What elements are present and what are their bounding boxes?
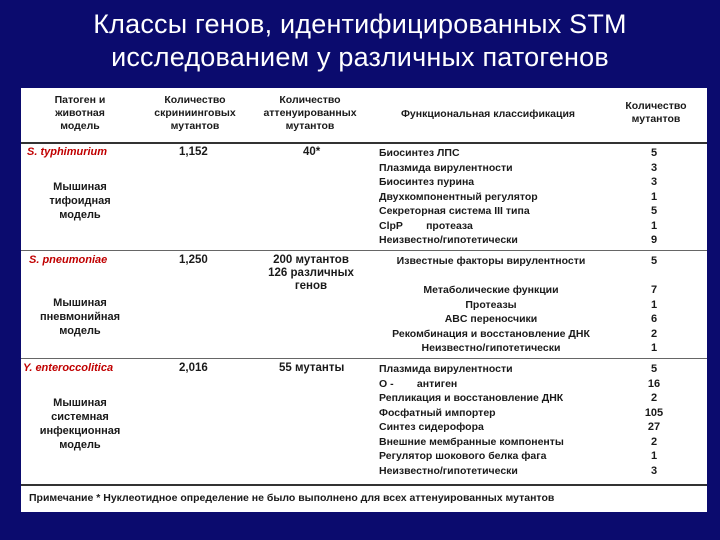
function-item: Метаболические функции xyxy=(423,284,559,296)
footer-divider xyxy=(21,484,707,486)
count-item: 3 xyxy=(650,161,658,174)
function-item: Неизвестно/гипотетически xyxy=(379,464,518,477)
function-item: Секреторная система III типа xyxy=(379,205,530,217)
animal-model: Мышиная системная инфекционная модель xyxy=(39,397,121,451)
animal-model: Мышиная тифоидная модель xyxy=(49,181,111,221)
function-list xyxy=(373,254,609,356)
header-divider xyxy=(21,142,707,144)
count-item: 3 xyxy=(650,464,658,477)
screening-count: 2,016 xyxy=(179,362,208,374)
count-item xyxy=(639,269,669,284)
count-item: 1 xyxy=(650,219,658,232)
screening-count: 1,152 xyxy=(179,146,208,158)
function-item: Биосинтез ЛПС xyxy=(379,147,460,159)
count-item: 3 xyxy=(650,176,658,188)
header-attenuated: Количество аттенуированных мутантов xyxy=(263,94,357,132)
function-item: Синтез сидерофора xyxy=(379,421,484,433)
screening-count: 1,250 xyxy=(179,254,208,266)
header-screening: Количество скриниинговых мутантов xyxy=(154,94,236,132)
count-item: 9 xyxy=(650,234,658,246)
function-item: Плазмида вирулентности xyxy=(379,363,513,375)
table-footnote: Примечание * Нуклеотидное определение не было выполнено для всех аттенуированных мутантов xyxy=(29,492,555,504)
count-item: 16 xyxy=(647,377,661,390)
pathogen-name: S. pneumoniae xyxy=(29,254,108,266)
count-item: 105 xyxy=(644,406,664,419)
header-functional: Функциональная классификация xyxy=(400,108,576,120)
function-item: Репликация и восстановление ДНК xyxy=(379,392,564,404)
count-item: 1 xyxy=(650,298,658,311)
function-item: Рекомбинация и восстановление ДНК xyxy=(392,327,590,340)
count-item: 1 xyxy=(650,190,658,203)
title-line-2: исследованием у различных патогенов xyxy=(111,42,609,72)
count-item: 7 xyxy=(650,284,658,296)
function-item: О - антиген xyxy=(379,377,458,390)
function-item: Внешние мембранные компоненты xyxy=(379,435,564,448)
function-item: Биосинтез пурина xyxy=(379,176,475,188)
header-mutants: Количество мутантов xyxy=(625,100,687,125)
header-pathogen: Патоген и животная модель xyxy=(54,94,106,132)
function-item: Плазмида вирулентности xyxy=(379,161,513,174)
row-divider xyxy=(21,358,707,359)
count-item: 5 xyxy=(650,147,658,159)
count-item: 1 xyxy=(650,450,658,462)
count-list xyxy=(639,254,669,356)
count-item: 27 xyxy=(647,421,661,433)
function-list xyxy=(379,362,564,478)
function-item: Двухкомпонентный регулятор xyxy=(379,190,538,203)
count-item: 5 xyxy=(650,363,658,375)
count-item: 2 xyxy=(650,392,658,404)
attenuated-count: 55 мутанты xyxy=(279,362,345,374)
count-item: 5 xyxy=(650,255,658,267)
row-divider xyxy=(21,250,707,251)
animal-model: Мышиная пневмонийная модель xyxy=(39,297,121,337)
count-item: 5 xyxy=(650,205,658,217)
gene-classes-table xyxy=(21,88,707,512)
function-item: Регулятор шокового белка фага xyxy=(379,450,547,462)
function-item: Неизвестно/гипотетически xyxy=(379,234,518,246)
count-item: 2 xyxy=(650,327,658,340)
count-list xyxy=(639,362,669,478)
attenuated-count: 200 мутантов 126 различных генов xyxy=(268,254,354,292)
function-item: Протеазы xyxy=(465,298,517,311)
function-item: Известные факторы вирулентности xyxy=(396,255,586,267)
function-item: Фосфатный импортер xyxy=(379,406,496,419)
function-item: Неизвестно/гипотетически xyxy=(421,342,561,354)
count-list xyxy=(639,146,669,248)
count-item: 1 xyxy=(650,342,658,354)
pathogen-name: S. typhimurium xyxy=(27,146,108,158)
count-item: 2 xyxy=(650,435,658,448)
title-line-1: Классы генов, идентифицированных STM xyxy=(93,9,627,39)
pathogen-name: Y. enteroccolitica xyxy=(23,362,114,374)
count-item: 6 xyxy=(650,313,658,325)
function-item xyxy=(373,269,609,284)
attenuated-count: 40* xyxy=(303,146,321,158)
function-list xyxy=(379,146,538,248)
function-item: ABC переносчики xyxy=(444,313,538,325)
slide-title xyxy=(0,8,720,74)
function-item: ClpP протеаза xyxy=(379,219,473,232)
